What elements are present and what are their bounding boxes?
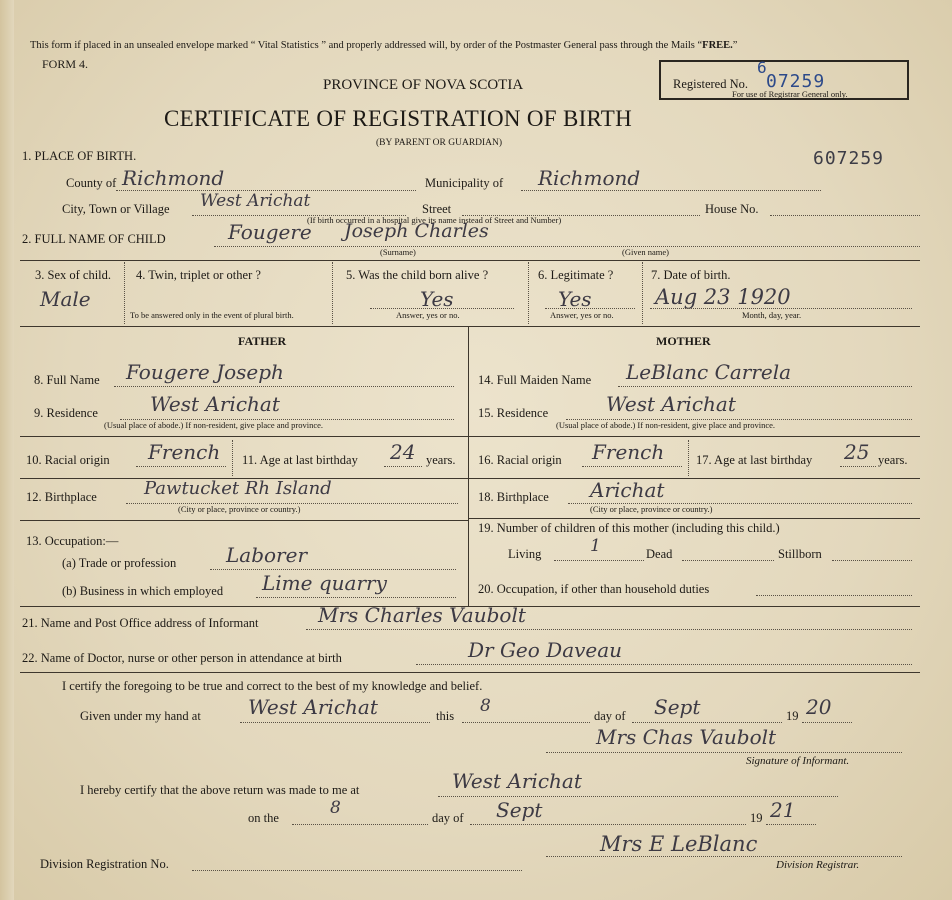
father-racial-label: 10. Racial origin [26, 453, 110, 467]
signature-informant-label: Signature of Informant. [746, 755, 850, 767]
children-label: 19. Number of children of this mother (including this child.) [478, 521, 780, 535]
living-label: Living [508, 547, 542, 561]
child-name-line [214, 246, 920, 247]
division-registrar-label: Division Registrar. [776, 859, 860, 871]
living-value: 1 [590, 536, 601, 556]
mother-birthplace-note: (City or place, province or country.) [590, 504, 713, 514]
row-divider-certify [20, 672, 920, 673]
given-under-label: Given under my hand at [80, 709, 201, 723]
father-business-label: (b) Business in which employed [62, 584, 224, 598]
given-day-value: 8 [480, 696, 491, 716]
sex-label: 3. Sex of child. [35, 268, 112, 282]
father-racial-value: French [148, 440, 221, 464]
return-month-value: Sept [496, 798, 543, 822]
return-year-value: 21 [770, 798, 796, 822]
given-month-value: Sept [654, 695, 701, 719]
mother-maiden-line [618, 386, 912, 387]
father-name-label: 8. Full Name [34, 373, 100, 387]
return-month-line [470, 824, 746, 825]
father-birthplace-value: Pawtucket Rh Island [144, 478, 332, 499]
father-trade-label: (a) Trade or profession [62, 556, 177, 570]
born-alive-line [370, 308, 514, 309]
certify-statement: I certify the foregoing to be true and correct to the best of my knowledge and belief. [62, 679, 483, 693]
father-trade-line [210, 569, 456, 570]
mother-age-line [840, 466, 876, 467]
father-age-line [384, 466, 422, 467]
father-residence-value: West Arichat [150, 392, 280, 416]
legitimate-line [545, 308, 635, 309]
given-place-line [240, 722, 430, 723]
certificate-subtitle: (BY PARENT OR GUARDIAN) [376, 138, 503, 148]
informant-signature: Mrs Chas Vaubolt [596, 725, 777, 749]
hereby-label: I hereby certify that the above return was made to me at [80, 783, 360, 797]
legitimate-label: 6. Legitimate ? [538, 268, 614, 282]
return-place-line [438, 796, 838, 797]
form-number: FORM 4. [42, 57, 89, 71]
doctor-label: 22. Name of Doctor, nurse or other person in attendance at birth [22, 651, 342, 665]
mother-age-value: 25 [844, 440, 870, 464]
given-month-line [632, 722, 782, 723]
legitimate-note: Answer, yes or no. [550, 310, 614, 320]
mother-row-divider-1 [468, 436, 920, 437]
father-trade-value: Laborer [226, 543, 308, 567]
father-name-line [114, 386, 454, 387]
this-label: this [436, 709, 455, 723]
county-label: County of [66, 176, 117, 190]
province-heading: PROVINCE OF NOVA SCOTIA [323, 77, 524, 93]
mother-abode-note: (Usual place of abode.) If non-resident, give place and province. [556, 420, 776, 430]
mother-racial-value: French [592, 440, 665, 464]
registrar-note: For use of Registrar General only. [732, 89, 848, 99]
informant-signature-line [546, 752, 902, 753]
father-business-line [256, 597, 456, 598]
dead-line [682, 560, 774, 561]
father-racial-line [136, 466, 226, 467]
given-name-caption: (Given name) [622, 247, 669, 257]
row-divider-parents [20, 326, 920, 327]
informant-value: Mrs Charles Vaubolt [318, 603, 526, 627]
county-value: Richmond [122, 166, 225, 190]
municipality-value: Richmond [538, 166, 641, 190]
given-day-line [462, 722, 590, 723]
municipality-line [521, 190, 821, 191]
informant-line [306, 629, 912, 630]
return-day-of-label: day of [432, 811, 464, 825]
city-value: West Arichat [200, 191, 311, 211]
registered-prefix: 6 [757, 58, 768, 77]
mother-age-label: 17. Age at last birthday [696, 453, 813, 467]
father-occupation-label: 13. Occupation:— [26, 534, 119, 548]
father-abode-note: (Usual place of abode.) If non-resident, give place and province. [104, 420, 324, 430]
father-birthplace-note: (City or place, province or country.) [178, 504, 301, 514]
born-alive-value: Yes [420, 287, 454, 311]
child-surname-value: Fougere [228, 220, 312, 244]
father-heading: FATHER [238, 334, 287, 348]
stillborn-line [832, 560, 912, 561]
doctor-value: Dr Geo Daveau [468, 638, 623, 662]
mail-notice [30, 41, 737, 52]
mail-notice-end: ” [732, 40, 738, 51]
registrar-signature: Mrs E LeBlanc [600, 832, 758, 856]
return-year-line [766, 824, 816, 825]
legitimate-value: Yes [558, 287, 592, 311]
father-age-label: 11. Age at last birthday [242, 453, 358, 467]
mother-maiden-label: 14. Full Maiden Name [478, 373, 592, 387]
mother-racial-line [582, 466, 682, 467]
mother-occupation-label: 20. Occupation, if other than household duties [478, 582, 710, 596]
mother-occupation-line [756, 595, 912, 596]
col-divider-3 [528, 262, 529, 324]
dead-label: Dead [646, 547, 673, 561]
twin-note: To be answered only in the event of plural birth. [130, 310, 294, 320]
dob-line [650, 308, 912, 309]
house-no-line [770, 215, 920, 216]
father-residence-label: 9. Residence [34, 406, 98, 420]
surname-caption: (Surname) [380, 247, 416, 257]
child-given-value: Joseph Charles [344, 220, 489, 242]
day-of-label: day of [594, 709, 626, 723]
twin-label: 4. Twin, triplet or other ? [136, 268, 261, 282]
mother-age-divider [688, 440, 689, 476]
mother-heading: MOTHER [656, 334, 711, 348]
division-registration-line [192, 870, 522, 871]
informant-label: 21. Name and Post Office address of Informant [22, 616, 259, 630]
paper-edge [0, 0, 14, 900]
stillborn-label: Stillborn [778, 547, 822, 561]
father-name-value: Fougere Joseph [126, 360, 284, 384]
mother-years: years. [878, 453, 908, 467]
city-label: City, Town or Village [62, 202, 170, 216]
dob-label: 7. Date of birth. [651, 268, 731, 282]
father-birthplace-label: 12. Birthplace [26, 490, 97, 504]
father-age-value: 24 [390, 440, 416, 464]
father-age-divider [232, 440, 233, 476]
division-registration-label: Division Registration No. [40, 857, 169, 871]
stamped-number: 607259 [813, 148, 885, 169]
certificate-title: CERTIFICATE OF REGISTRATION OF BIRTH [164, 106, 633, 131]
born-alive-label: 5. Was the child born alive ? [346, 268, 489, 282]
row-divider-top [20, 260, 920, 261]
mail-notice-free: FREE. [702, 40, 733, 51]
col-divider-2 [332, 262, 333, 324]
child-name-label: 2. FULL NAME OF CHILD [22, 232, 166, 246]
col-divider-1 [124, 262, 125, 324]
mother-residence-label: 15. Residence [478, 406, 549, 420]
on-the-label: on the [248, 811, 279, 825]
hospital-note: (If birth occurred in a hospital give its name instead of Street and Number) [307, 215, 562, 225]
mother-residence-value: West Arichat [606, 392, 736, 416]
given-year-value: 20 [806, 695, 832, 719]
father-row-divider-1 [20, 436, 468, 437]
house-no-label: House No. [705, 202, 759, 216]
father-years: years. [426, 453, 456, 467]
mother-maiden-value: LeBlanc Carrela [626, 360, 792, 384]
registered-number: 07259 [766, 71, 826, 92]
born-alive-note: Answer, yes or no. [396, 310, 460, 320]
father-business-value: Lime quarry [262, 571, 387, 595]
mother-row-divider-3 [468, 518, 920, 519]
municipality-label: Municipality of [425, 176, 504, 190]
given-year-prefix: 19 [786, 709, 799, 723]
father-row-divider-3 [20, 520, 468, 521]
sex-value: Male [40, 287, 91, 311]
mother-birthplace-label: 18. Birthplace [478, 490, 549, 504]
doctor-line [416, 664, 912, 665]
return-place-value: West Arichat [452, 769, 582, 793]
registrar-signature-line [546, 856, 902, 857]
registered-label: Registered No. [673, 77, 748, 91]
given-place-value: West Arichat [248, 695, 378, 719]
mother-racial-label: 16. Racial origin [478, 453, 562, 467]
given-year-line [802, 722, 852, 723]
return-day-line [292, 824, 428, 825]
mother-row-divider-2 [468, 478, 920, 479]
living-line [554, 560, 644, 561]
dob-note: Month, day, year. [742, 310, 802, 320]
street-label: Street [422, 202, 452, 216]
mail-notice-text: This form if placed in an unsealed envelope marked “ Vital Statistics ” and properly addressed will, by order of the Postmaster General pass through the Mails “ [30, 40, 703, 51]
return-day-value: 8 [330, 798, 341, 818]
mother-birthplace-value: Arichat [590, 478, 665, 502]
dob-value: Aug 23 1920 [655, 285, 791, 309]
parents-divider [468, 326, 469, 606]
col-divider-4 [642, 262, 643, 324]
place-of-birth-label: 1. PLACE OF BIRTH. [22, 149, 137, 163]
return-year-prefix: 19 [750, 811, 763, 825]
